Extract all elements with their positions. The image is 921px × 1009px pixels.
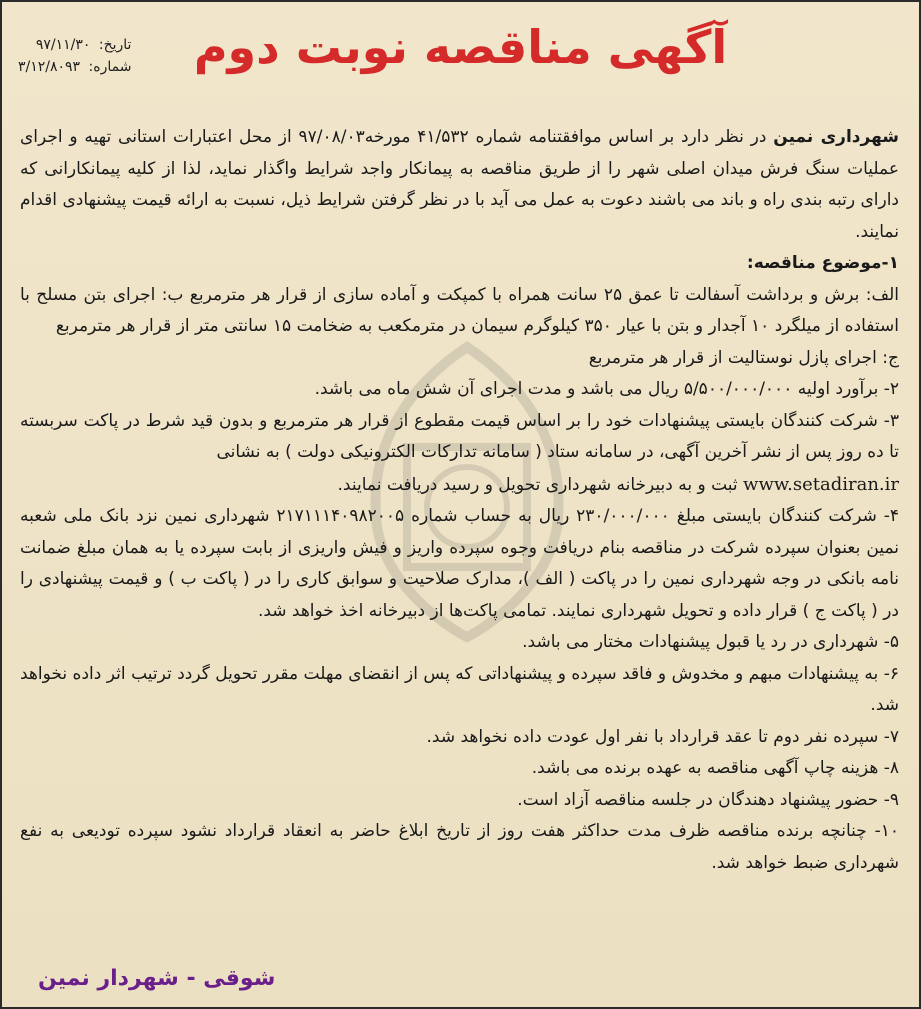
header [2,2,919,114]
date-value: ۹۷/۱۱/۳۰ [35,37,91,53]
section-8: ۸- هزینه چاپ آگهی مناقصه به عهده برنده می باشد. [531,758,899,778]
notice-meta [18,34,131,78]
setadiran-link[interactable]: www.setadiran.ir [743,473,899,495]
section-1-heading: ۱-موضوع مناقصه: [746,253,899,273]
section-1-item-c: ج: اجرای پازل نوستالیت از قرار هر مترمربع [588,347,899,368]
intro-paragraph [20,122,899,248]
mayor-signature: شوقی - شهردار نمین [38,966,276,991]
organization-name: شهرداری نمین [773,127,900,147]
section-2: ۲- برآورد اولیه ۵/۵۰۰/۰۰۰/۰۰۰ ریال می باشد و مدت اجرای آن شش ماه می باشد. [314,379,899,399]
section-1-item-a: الف: برش و برداشت آسفالت تا عمق ۲۵ سانت همراه با کمپکت و آماده سازی از قرار هر مترمربع ب: اجرای بتن مسلح با استفاده از میلگرد ۱۰ آجدار و بتن با عیار ۳۵۰ کیلوگرم سیمان در مترمکعب به ضخامت ۱۵ سانتی متر از قرار هر مترمربع [20,284,899,336]
number-value: ۳/۱۲/۸۰۹۳ [18,59,81,75]
section-3-tail: ثبت و به دبیرخانه شهرداری تحویل و رسید دریافت نمایند. [337,474,744,495]
section-9: ۹- حضور پیشنهاد دهندگان در جلسه مناقصه آزاد است. [517,789,899,810]
section-5: ۵- شهرداری در رد یا قبول پیشنهادات مختار می باشد. [522,632,899,652]
number-label: شماره: [88,59,132,75]
section-10: ۱۰- چنانچه برنده مناقصه ظرف مدت حداکثر هفت روز از تاریخ ابلاغ حاضر به انعقاد قرارداد نشود سپرده تودیعی به نفع شهرداری ضبط خواهد شد. [20,821,899,873]
notice-body [20,122,899,879]
section-7: ۷- سپرده نفر دوم تا عقد قرارداد با نفر اول عودت داده نخواهد شد. [426,726,899,747]
intro-text: در نظر دارد بر اساس موافقتنامه شماره ۴۱/۵۳۲ مورخه۹۷/۰۸/۰۳ از محل اعتبارات استانی تهیه و اجرای عملیات سنگ فرش میدان اصلی شهر را از طریق مناقصه به پیمانکار واجد شرایط واگذار نماید، لذا از کلیه پیمانکارانی که دارای رتبه بندی راه و باند می باشند دعوت به عمل می آید با در نظر گرفتن شرایط ذیل، نسبت به ارائه قیمت پیشنهادی اقدام نمایند. [20,127,899,242]
section-3 [20,406,899,502]
number-row [18,56,131,78]
date-row [18,34,131,56]
date-label: تاریخ: [98,37,132,53]
section-3-text: ۳- شرکت کنندگان بایستی پیشنهادات خود را بر اساس قیمت مقطوع از قرار هر مترمربع و بدون قید شرط در پاکت سربسته تا ده روز پس از نشر آخرین آگهی، در سامانه ستاد ( سامانه تدارکات الکترونیکی دولت ) به نشانی [20,410,899,462]
notice-title: آگهی مناقصه نوبت دوم [193,20,728,74]
section-6: ۶- به پیشنهادات مبهم و مخدوش و فاقد سپرده و پیشنهاداتی که پس از انقضای مهلت مقرر تحویل گردد ترتیب اثر داده نخواهد شد. [20,663,899,715]
section-4: ۴- شرکت کنندگان بایستی مبلغ ۲۳۰/۰۰۰/۰۰۰ ریال به حساب شماره ۲۱۷۱۱۱۴۰۹۸۲۰۰۵ شهرداری نمین نزد بانک ملی شعبه نمین بعنوان سپرده شرکت در مناقصه بنام دریافت وجوه سپرده واریز و فیش واریزی از بابت سپرده یا به همان مبلغ ضمانت نامه بانکی در وجه شهرداری نمین را در پاکت ( الف )، مدارک صلاحیت و سوابق کاری را در ( پاکت ب ) و قیمت پیشنهادی را در ( پاکت ج ) قرار داده و تحویل شهرداری نمایند. تمامی پاکت‌ها از دبیرخانه اخذ خواهد شد. [20,506,899,621]
